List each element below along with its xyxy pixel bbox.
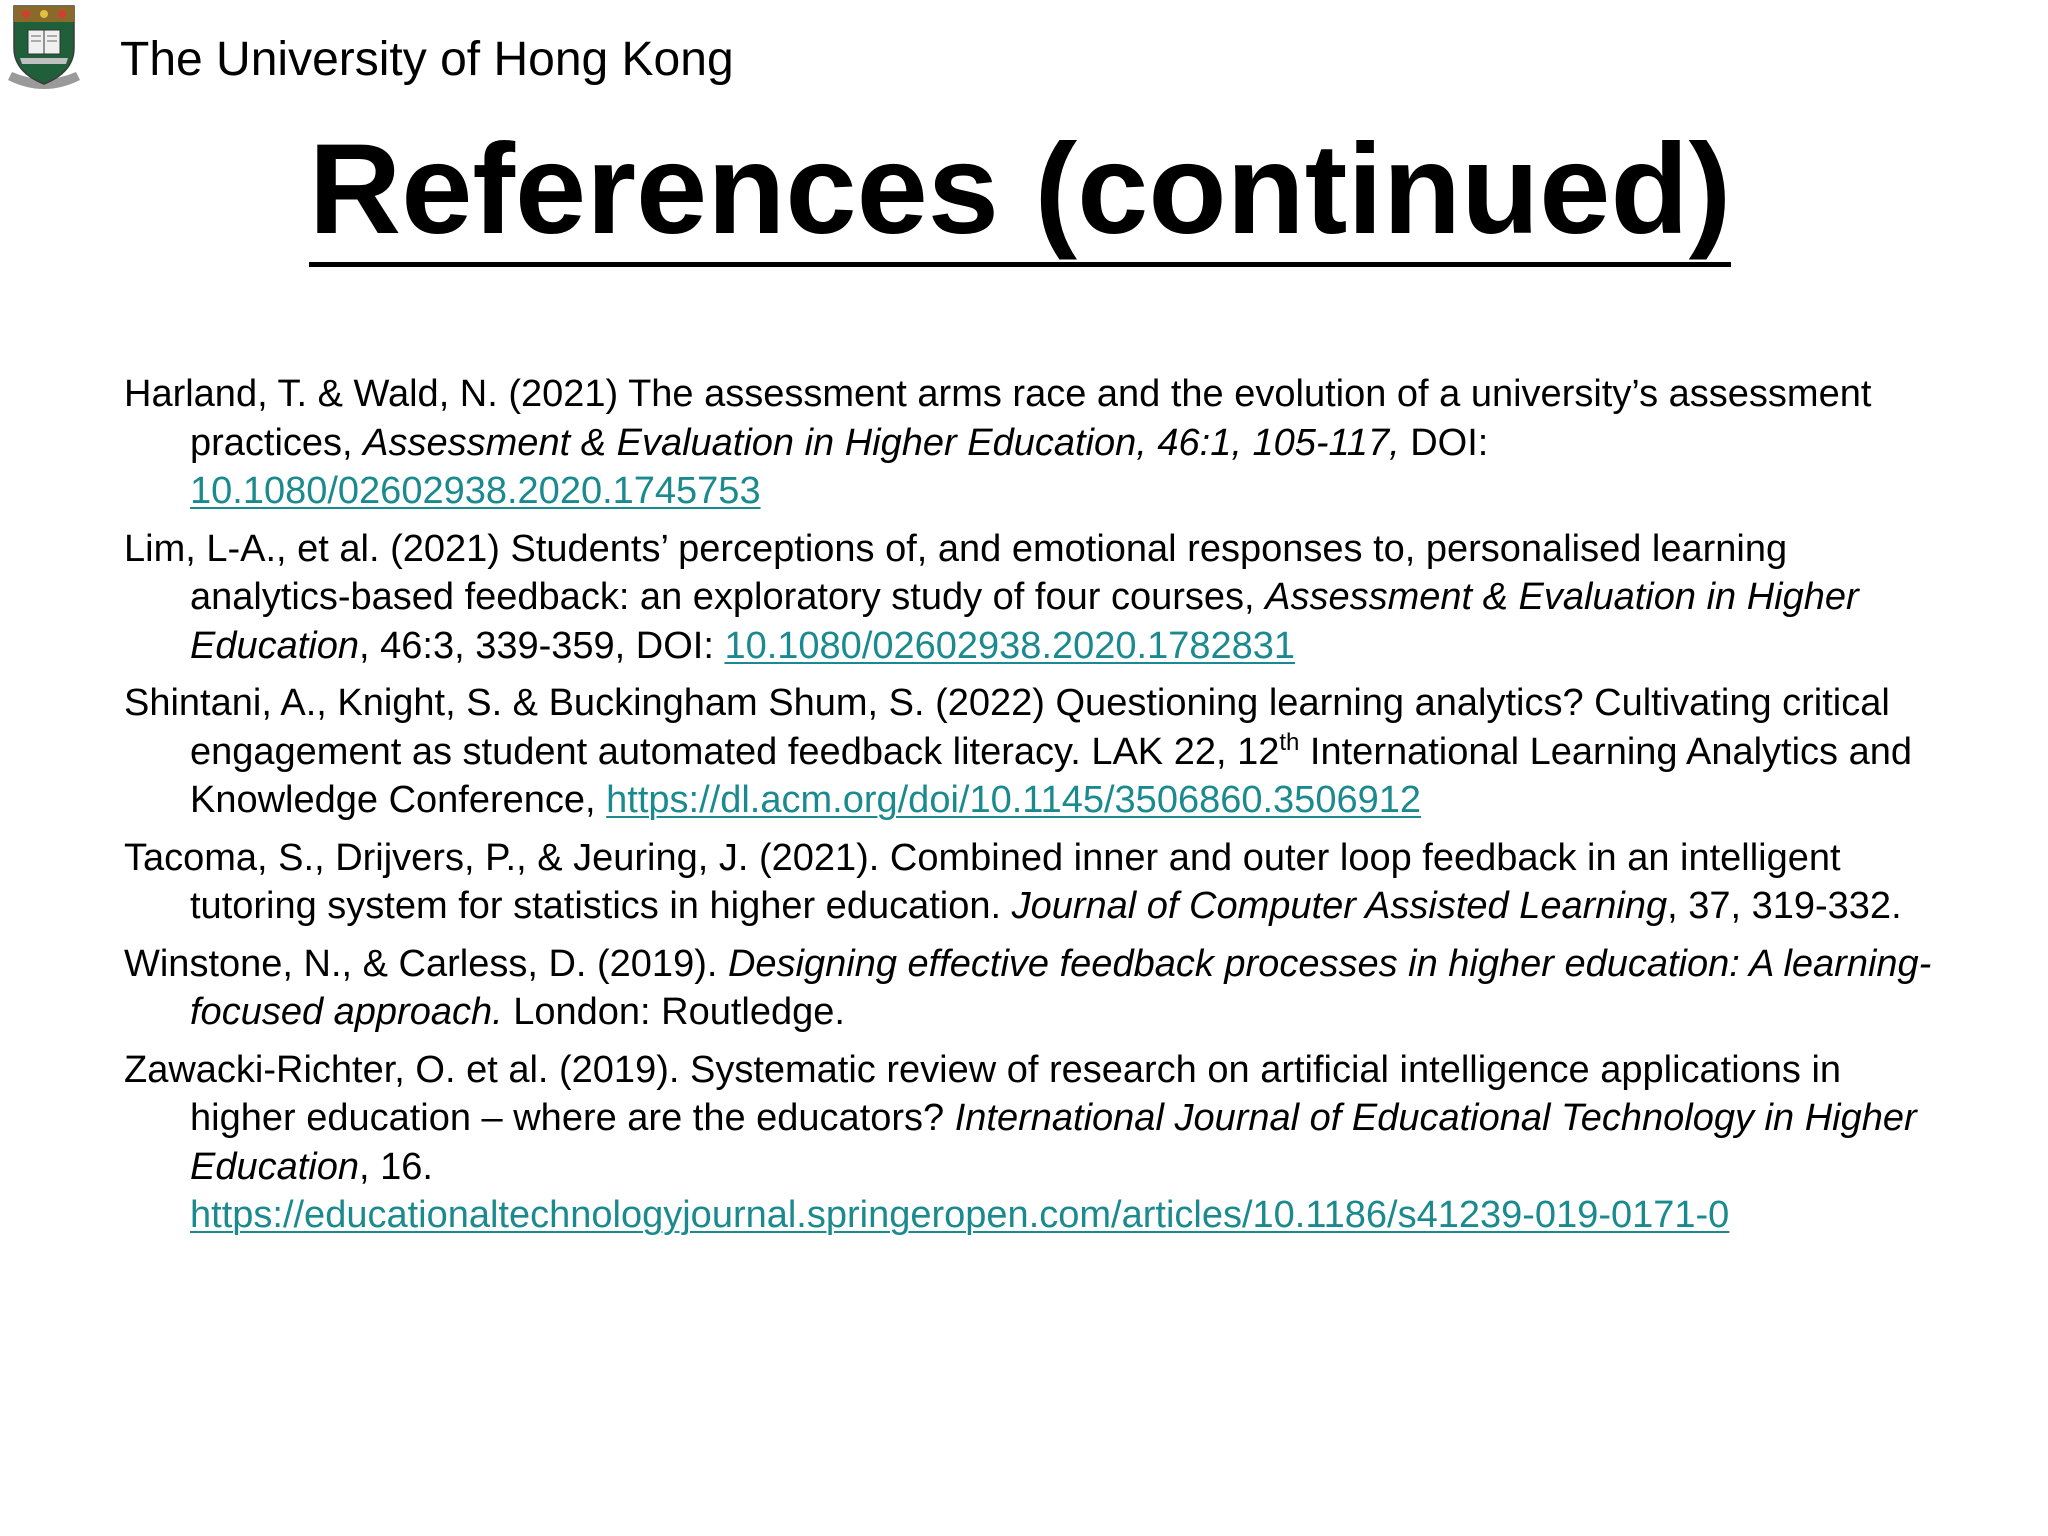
reference-details: , 37, 319-332. — [1667, 885, 1902, 927]
institution-name: The University of Hong Kong — [120, 33, 734, 86]
ordinal-superscript: th — [1279, 728, 1300, 756]
reference-journal: International Journal of Educational Technology in Higher Education — [190, 1097, 1917, 1188]
reference-text: Zawacki-Richter, O. et al. (2019). Systematic review of research on artificial intelligence applications in higher education – where are the educators? — [124, 1048, 1842, 1139]
reference-item — [124, 940, 1954, 1037]
reference-text: Harland, T. & Wald, N. (2021) The assessment arms race and the evolution of a university’s assessment practices, — [124, 373, 1872, 464]
reference-item — [124, 525, 1954, 671]
reference-details: , 16. — [359, 1145, 433, 1188]
reference-details: , 46:3, 339-359, DOI: — [359, 624, 725, 667]
university-crest-logo — [4, 2, 84, 94]
reference-details: International Learning Analytics and Knowledge Conference, — [190, 730, 1913, 821]
title-container — [0, 120, 2048, 267]
doi-link[interactable]: 10.1080/02602938.2020.1782831 — [724, 624, 1296, 667]
doi-link[interactable]: 10.1080/02602938.2020.1745753 — [190, 470, 761, 512]
reference-text: Winstone, N., & Carless, D. (2019). — [124, 942, 728, 985]
reference-details: DOI: — [1399, 421, 1489, 464]
reference-text: Tacoma, S., Drijvers, P., & Jeuring, J. (2021). Combined inner and outer loop feedback in an intelligent tutoring system for statistics in higher education. — [124, 836, 1841, 927]
reference-item — [124, 834, 1954, 931]
reference-book-title: Designing effective feedback processes in higher education: A learning-focused approach. — [190, 942, 1932, 1033]
reference-journal: Assessment & Evaluation in Higher Education, 46:1, 105-117, — [363, 421, 1400, 464]
reference-journal: Assessment & Evaluation in Higher Education — [190, 576, 1859, 667]
slide-title: References (continued) — [309, 120, 1732, 267]
reference-item — [124, 1046, 1954, 1240]
reference-item — [124, 679, 1954, 825]
reference-text: Lim, L-A., et al. (2021) Students’ perceptions of, and emotional responses to, personalised learning analytics-based feedback: an exploratory study of four courses, — [124, 527, 1788, 618]
reference-details: London: Routledge. — [502, 991, 845, 1033]
reference-list — [124, 370, 1954, 1249]
reference-journal: Journal of Computer Assisted Learning — [1011, 885, 1668, 927]
reference-item — [124, 370, 1954, 516]
reference-text: Shintani, A., Knight, S. & Buckingham Shum, S. (2022) Questioning learning analytics? Cultivating critical engagement as student automated feedback literacy. LAK 22, 12 — [124, 682, 1890, 773]
acm-link[interactable]: https://dl.acm.org/doi/10.1145/3506860.3506912 — [606, 779, 1421, 821]
springer-link[interactable]: https://educationaltechnologyjournal.springeropen.com/articles/10.1186/s41239-019-0171-0 — [190, 1194, 1730, 1236]
